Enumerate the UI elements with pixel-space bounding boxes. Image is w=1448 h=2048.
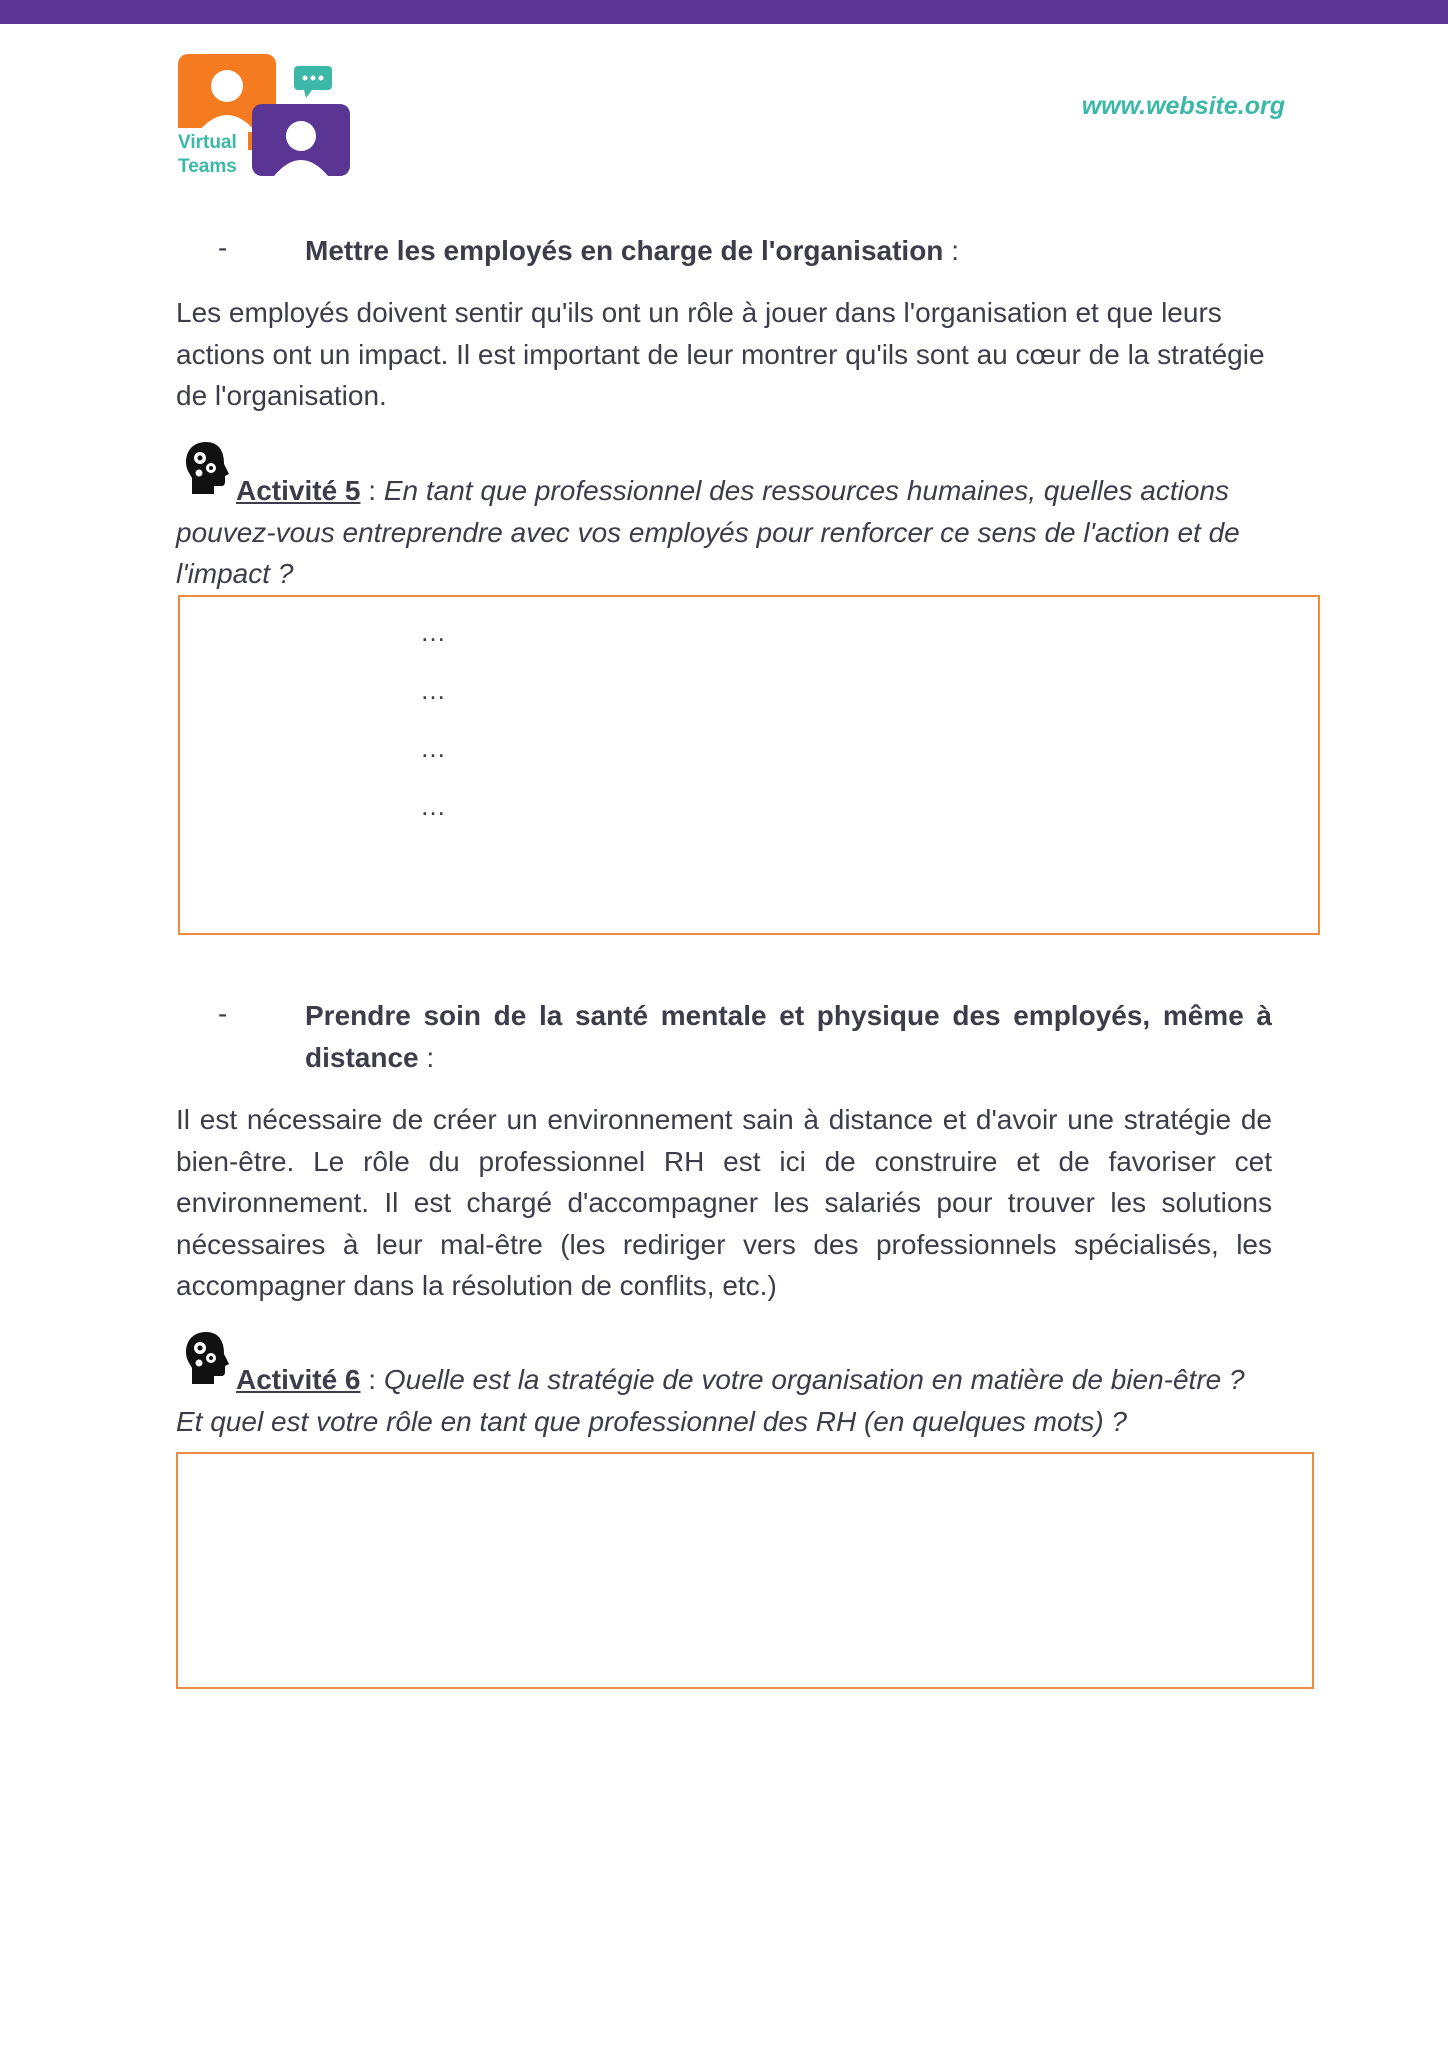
section-title-colon: : [943, 235, 959, 266]
activity-5-answer-box[interactable] [178, 595, 1320, 935]
activity-separator: : [360, 475, 384, 506]
activity-label: Activité 5 [236, 475, 361, 506]
paragraph: Il est nécessaire de créer un environnement sain à distance et d'avoir une stratégie de bien-être. Le rôle du professionnel RH est ici de construire et de favoriser cet environnement. Il est chargé d'accompagner les salariés pour trouver les solutions nécessaires à leur mal-être (les rediriger vers des professionnels spécialisés, les accompagner dans la résolution de conflits, etc.) [176, 1104, 1272, 1301]
logo-text-virtual: Virtual [178, 132, 237, 153]
answer-placeholder: … [420, 617, 447, 647]
activity-6-prompt [176, 1359, 1272, 1442]
activity-label: Activité 6 [236, 1364, 361, 1395]
activity-question: Quelle est la stratégie de votre organisation en matière de bien-être ? Et quel est votre rôle en tant que professionnel des RH (en quelques mots) ? [176, 1364, 1245, 1437]
bullet-dash: - [218, 232, 228, 263]
section-title [305, 230, 1272, 272]
section-title [305, 995, 1272, 1079]
section-title-text: Prendre soin de la santé mentale et physique des employés, même à distance [305, 1000, 1272, 1073]
activity-separator: : [360, 1364, 384, 1395]
bullet-dash: - [218, 998, 228, 1029]
section-title-colon: : [418, 1042, 435, 1073]
activity-6-answer-box[interactable] [176, 1452, 1314, 1689]
website-link[interactable]: www.website.org [1081, 92, 1285, 120]
logo-text-teams: Teams [178, 156, 237, 177]
activity-question: En tant que professionnel des ressources humaines, quelles actions pouvez-vous entreprendre avec vos employés pour renforcer ce sens de l'action et de l'impact ? [176, 475, 1240, 589]
activity-5-prompt [176, 470, 1272, 595]
answer-placeholder: … [420, 675, 447, 705]
answer-placeholder: … [420, 733, 447, 763]
top-color-bar [0, 0, 1448, 24]
section-title-text: Mettre les employés en charge de l'organisation [305, 235, 944, 266]
virtual-teams-logo [176, 52, 354, 180]
paragraph: Les employés doivent sentir qu'ils ont un rôle à jouer dans l'organisation et que leurs actions ont un impact. Il est important de leur montrer qu'ils sont au cœur de la stratégie de l'organisation. [176, 297, 1265, 411]
answer-placeholder: … [420, 791, 447, 821]
